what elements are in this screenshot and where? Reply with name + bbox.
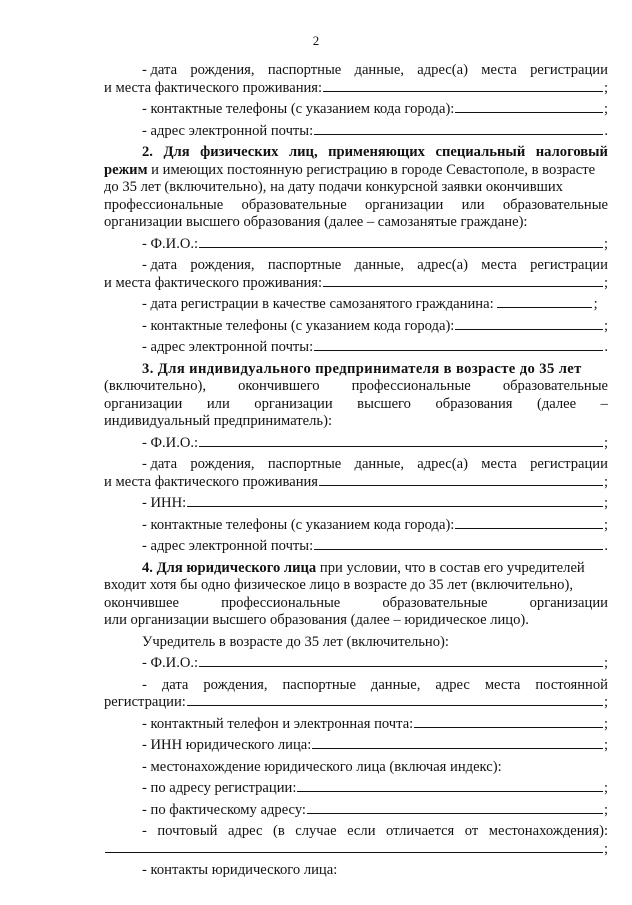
- s2-phones-field: - контактные телефоны (с указанием кода города): ;: [142, 317, 608, 334]
- s4-inn-field: - ИНН юридического лица: ;: [142, 737, 608, 753]
- s4-reg-address-field: - по адресу регистрации: ;: [142, 780, 608, 796]
- s3-email-field: - адрес электронной почты: .: [142, 538, 608, 554]
- document-body: [104, 62, 608, 880]
- top-email-field: - адрес электронной почты: .: [142, 122, 608, 139]
- section4-line4: или организации высшего образования (далее – юридическое лицо).: [104, 612, 529, 628]
- blank-line[interactable]: [314, 548, 603, 550]
- s4-location: - местонахождение юридического лица (включая индекс):: [142, 758, 502, 775]
- blank-line[interactable]: [199, 246, 603, 248]
- s4-phone-email-field: - контактный телефон и электронная почта: ;: [142, 715, 608, 732]
- s4-birth-line1: - дата рождения, паспортные данные, адрес места постоянной: [142, 676, 608, 693]
- section3-line3: организации или организации высшего образования (далее –: [104, 395, 608, 412]
- blank-line[interactable]: [455, 111, 603, 113]
- blank-line[interactable]: [323, 285, 603, 287]
- s3-inn-field: - ИНН: ;: [142, 495, 608, 511]
- section3-line2: (включительно), окончившего профессиональные образовательные: [104, 378, 608, 394]
- section2-line5: организации высшего образования (далее – самозанятые граждане):: [104, 214, 528, 230]
- blank-line[interactable]: [312, 747, 603, 749]
- s3-phones-field: - контактные телефоны (с указанием кода города): ;: [142, 516, 608, 533]
- section2-line3: до 35 лет (включительно), на дату подачи конкурсной заявки окончивших: [104, 179, 563, 195]
- section3-heading: 3. Для индивидуального предпринимателя в возрасте до 35 лет: [142, 360, 582, 377]
- blank-line[interactable]: [199, 445, 603, 447]
- blank-line[interactable]: [307, 812, 603, 814]
- top-birth-field: и места фактического проживания: ;: [104, 79, 608, 96]
- blank-line[interactable]: [455, 527, 603, 529]
- section4-line2: входит хотя бы одно физическое лицо в возрасте до 35 лет (включительно),: [104, 577, 573, 593]
- blank-line[interactable]: [497, 306, 592, 308]
- top-birth-line1: - дата рождения, паспортные данные, адрес(а) места регистрации: [142, 62, 608, 78]
- section4-line3: окончившее профессиональные образовательные организации: [104, 594, 608, 611]
- s2-regdate-field: - дата регистрации в качестве самозанятого гражданина: ;: [142, 296, 598, 312]
- s3-birth-line1: - дата рождения, паспортные данные, адрес(а) места регистрации: [142, 456, 608, 472]
- s4-postal-line1: - почтовый адрес (в случае если отличается от местонахождения):: [142, 823, 608, 839]
- section4-heading: 4. Для юридического лица при условии, что в состав его учредителей: [142, 559, 585, 576]
- blank-line[interactable]: [199, 665, 603, 667]
- s3-birth-field: и места фактического проживания ;: [104, 473, 608, 490]
- blank-line[interactable]: [455, 328, 603, 330]
- blank-line[interactable]: [187, 505, 603, 507]
- section3-line4: индивидуальный предприниматель):: [104, 413, 332, 429]
- blank-line[interactable]: [319, 484, 603, 486]
- blank-line[interactable]: [323, 90, 603, 92]
- blank-line[interactable]: [187, 704, 603, 706]
- s4-birth-field: регистрации: ;: [104, 694, 608, 710]
- blank-line[interactable]: [314, 349, 603, 351]
- blank-line[interactable]: [105, 851, 603, 853]
- s4-fio-field: - Ф.И.О.: ;: [142, 655, 608, 671]
- blank-line[interactable]: [297, 790, 603, 792]
- s2-email-field: - адрес электронной почты: .: [142, 339, 608, 355]
- s2-birth-line1: - дата рождения, паспортные данные, адрес(а) места регистрации: [142, 257, 608, 273]
- blank-line[interactable]: [314, 133, 603, 135]
- section2-heading: 2. Для физических лиц, применяющих специальный налоговый: [142, 144, 608, 160]
- s4-contacts: - контакты юридического лица:: [142, 862, 338, 878]
- founder-heading: Учредитель в возрасте до 35 лет (включительно):: [142, 633, 449, 650]
- s2-birth-field: и места фактического проживания: ;: [104, 274, 608, 291]
- page-number: 2: [312, 33, 320, 48]
- top-phones-field: - контактные телефоны (с указанием кода города): ;: [142, 101, 608, 117]
- blank-line[interactable]: [414, 726, 603, 728]
- s4-postal-field: ;: [104, 841, 608, 859]
- s3-fio-field: - Ф.И.О.: ;: [142, 434, 608, 451]
- s2-fio-field: - Ф.И.О.: ;: [142, 235, 608, 252]
- s4-actual-address-field: - по фактическому адресу: ;: [142, 801, 608, 818]
- section2-line4: профессиональные образовательные организации или образовательные: [104, 196, 608, 213]
- section2-line2: режим и имеющих постоянную регистрацию в городе Севастополе, в возрасте: [104, 161, 596, 178]
